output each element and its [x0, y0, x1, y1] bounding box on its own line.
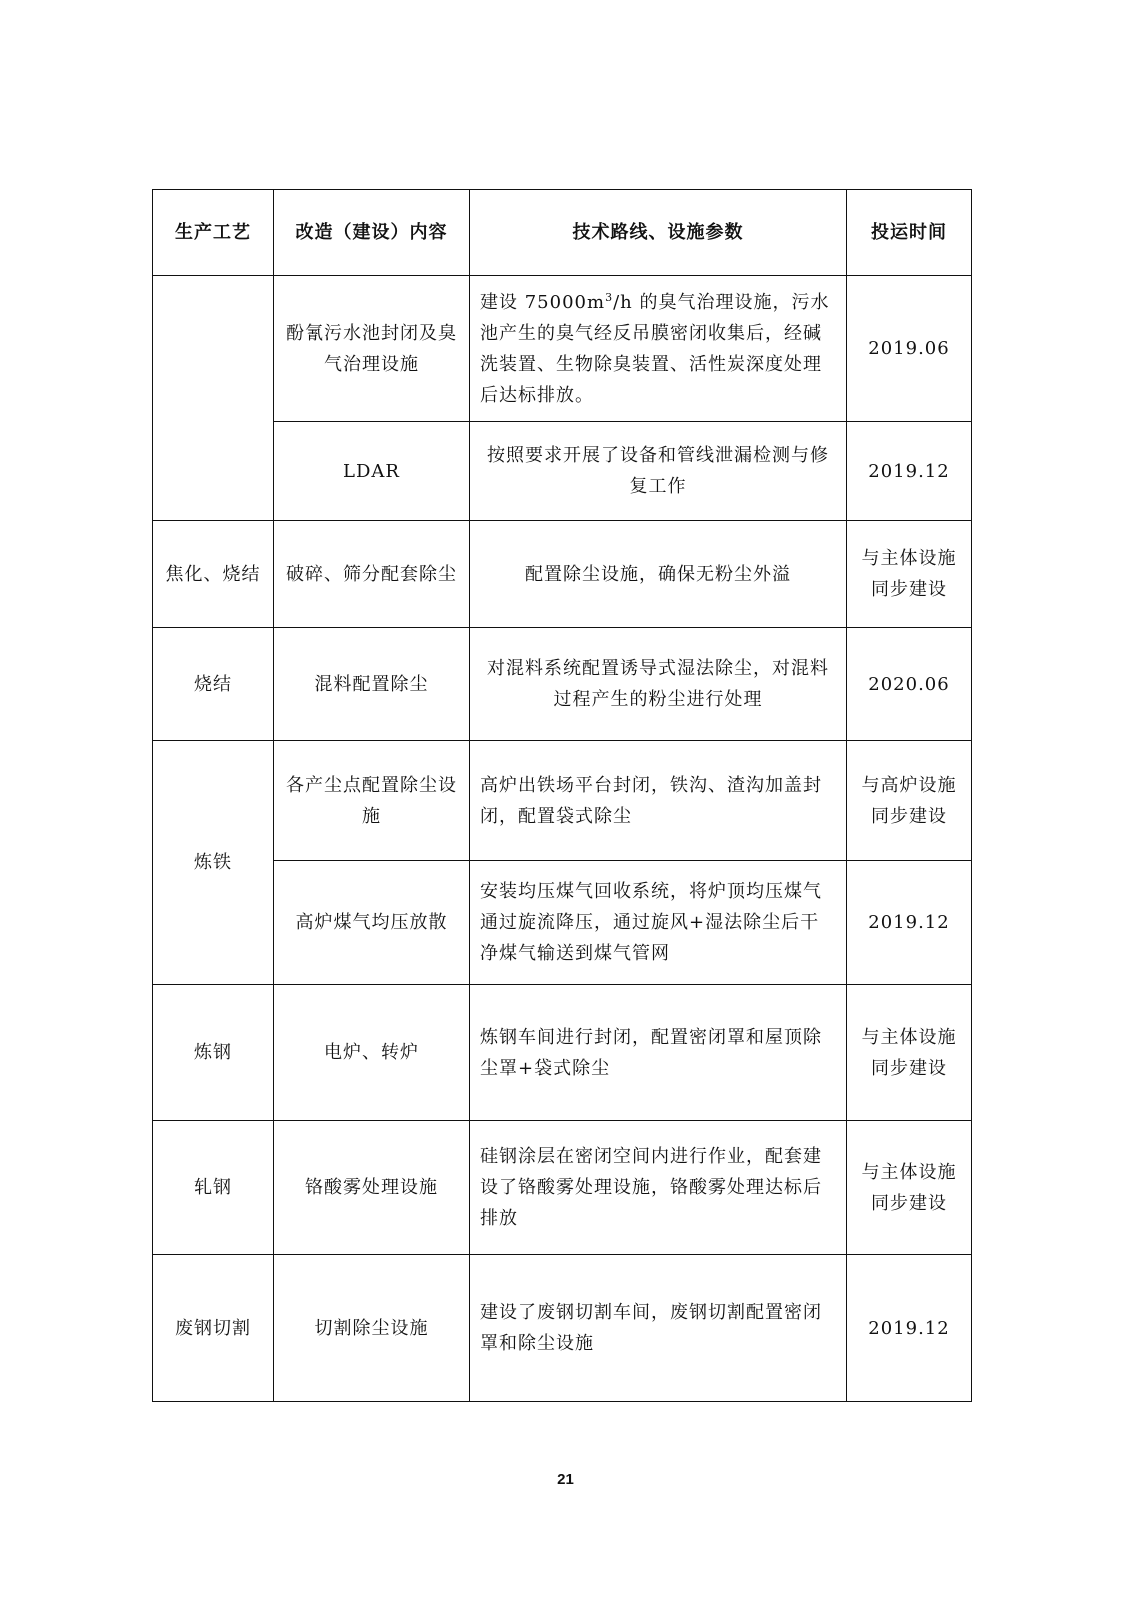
- route-cell: 安装均压煤气回收系统，将炉顶均压煤气通过旋流降压，通过旋风+湿法除尘后干净煤气输送到煤气管网: [470, 861, 847, 985]
- process-cell: 烧结: [153, 628, 274, 741]
- table-row: [153, 985, 972, 1121]
- header-time: 投运时间: [847, 190, 972, 276]
- route-text-pre: 建设 75000m: [480, 291, 606, 313]
- header-row: [153, 190, 972, 276]
- process-cell: 焦化、烧结: [153, 521, 274, 628]
- route-cell: 硅钢涂层在密闭空间内进行作业，配套建设了铬酸雾处理设施，铬酸雾处理达标后排放: [470, 1121, 847, 1255]
- header-process: 生产工艺: [153, 190, 274, 276]
- content-cell: 铬酸雾处理设施: [274, 1121, 470, 1255]
- content-cell: 各产尘点配置除尘设施: [274, 741, 470, 861]
- route-cell: 对混料系统配置诱导式湿法除尘，对混料过程产生的粉尘进行处理: [470, 628, 847, 741]
- time-cell: 与主体设施同步建设: [847, 521, 972, 628]
- table-row: [153, 628, 972, 741]
- table-row: [153, 276, 972, 422]
- content-cell: LDAR: [274, 422, 470, 521]
- time-cell: 2019.06: [847, 276, 972, 422]
- time-cell: 2020.06: [847, 628, 972, 741]
- table-row: [153, 861, 972, 985]
- table-row: [153, 1255, 972, 1402]
- route-text-post: /h 的臭气治理设施，污水池产生的臭气经反吊膜密闭收集后，经碱洗装置、生物除臭装置、活性炭深度处理后达标排放。: [480, 291, 830, 406]
- content-cell: 电炉、转炉: [274, 985, 470, 1121]
- content-cell: 切割除尘设施: [274, 1255, 470, 1402]
- route-cell: 炼钢车间进行封闭，配置密闭罩和屋顶除尘罩+袋式除尘: [470, 985, 847, 1121]
- process-cell: 轧钢: [153, 1121, 274, 1255]
- route-cell: 配置除尘设施，确保无粉尘外溢: [470, 521, 847, 628]
- header-route: 技术路线、设施参数: [470, 190, 847, 276]
- header-content: 改造（建设）内容: [274, 190, 470, 276]
- process-cell: 炼钢: [153, 985, 274, 1121]
- content-cell: 破碎、筛分配套除尘: [274, 521, 470, 628]
- table-row: [153, 1121, 972, 1255]
- time-cell: 2019.12: [847, 861, 972, 985]
- route-cell: [470, 276, 847, 422]
- time-cell: 与主体设施同步建设: [847, 1121, 972, 1255]
- route-cell: 建设了废钢切割车间，废钢切割配置密闭罩和除尘设施: [470, 1255, 847, 1402]
- facility-table: [152, 189, 972, 1402]
- facility-table-container: [152, 189, 971, 1402]
- route-cell: 高炉出铁场平台封闭，铁沟、渣沟加盖封闭，配置袋式除尘: [470, 741, 847, 861]
- content-cell: 酚氰污水池封闭及臭气治理设施: [274, 276, 470, 422]
- page-number: 21: [557, 1471, 574, 1488]
- content-cell: 高炉煤气均压放散: [274, 861, 470, 985]
- process-cell: 炼铁: [153, 741, 274, 985]
- process-cell-empty: [153, 276, 274, 521]
- time-cell: 2019.12: [847, 1255, 972, 1402]
- time-cell: 与高炉设施同步建设: [847, 741, 972, 861]
- table-row: [153, 521, 972, 628]
- route-cell: 按照要求开展了设备和管线泄漏检测与修复工作: [470, 422, 847, 521]
- route-text-sup: 3: [605, 290, 614, 304]
- table-row: [153, 422, 972, 521]
- table-row: [153, 741, 972, 861]
- content-cell: 混料配置除尘: [274, 628, 470, 741]
- process-cell: 废钢切割: [153, 1255, 274, 1402]
- time-cell: 2019.12: [847, 422, 972, 521]
- time-cell: 与主体设施同步建设: [847, 985, 972, 1121]
